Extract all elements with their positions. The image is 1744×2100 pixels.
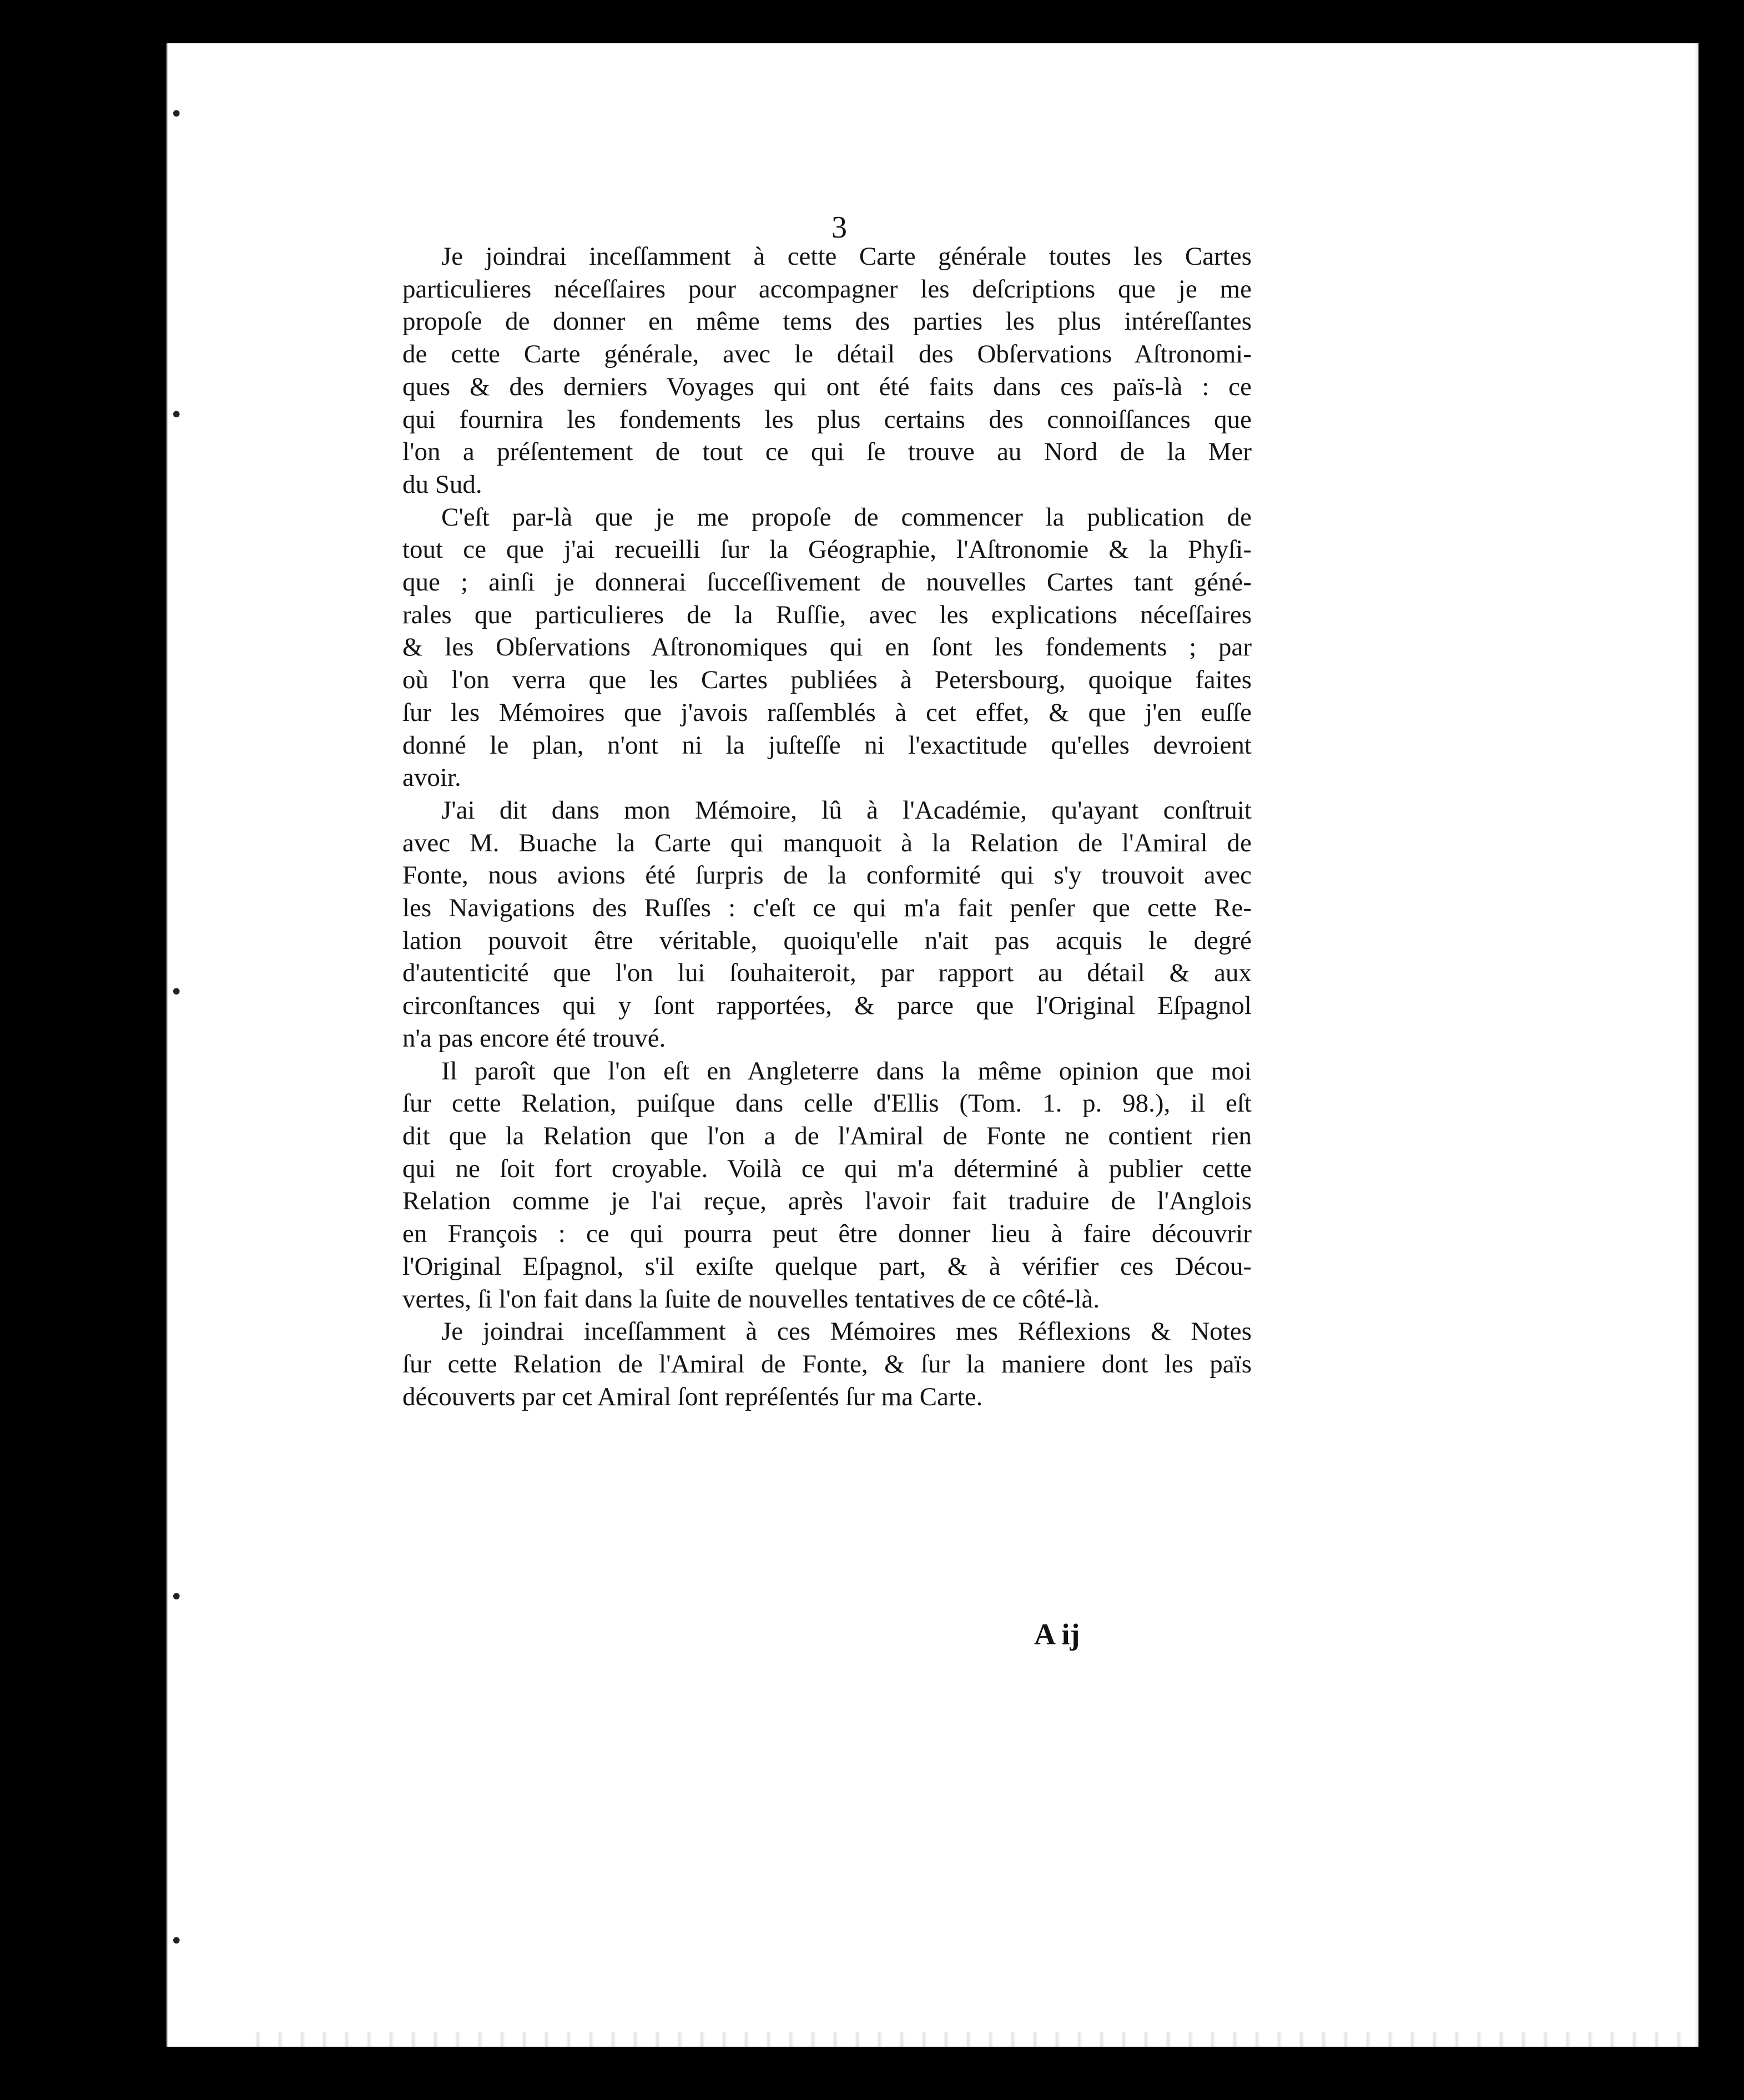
paragraph: [402, 794, 1252, 1055]
body-text: [402, 240, 1252, 1413]
text-line: avoir.: [402, 763, 461, 792]
paragraph: [402, 1315, 1252, 1413]
binding-mark: •: [170, 102, 183, 127]
text-line: qui ne ſoit fort croyable. Voilà ce qui m'a déterminé à publier cette: [402, 1154, 1252, 1183]
text-line: d'autenticité que l'on lui ſouhaiteroit, par rapport au détail & aux: [402, 958, 1252, 988]
text-line: lation pouvoit être véritable, quoiqu'elle n'ait pas acquis le degré: [402, 926, 1252, 955]
text-line: découverts par cet Amiral ſont repréſentés ſur ma Carte.: [402, 1382, 983, 1411]
text-line: propoſe de donner en même tems des parties les plus intéreſſantes: [402, 307, 1252, 336]
text-line: que ; ainſi je donnerai ſucceſſivement de nouvelles Cartes tant géné-: [402, 568, 1252, 597]
text-line: donné le plan, n'ont ni la juſteſſe ni l'exactitude qu'elles devroient: [402, 730, 1252, 760]
signature-mark: A ij: [1034, 1618, 1080, 1651]
text-line: vertes, ſi l'on fait dans la ſuite de nouvelles tentatives de ce côté-là.: [402, 1284, 1100, 1314]
text-line: rales que particulieres de la Ruſſie, avec les explications néceſſaires: [402, 600, 1252, 629]
text-line: où l'on verra que les Cartes publiées à Petersbourg, quoique faites: [402, 665, 1252, 695]
text-line: ques & des derniers Voyages qui ont été faits dans ces païs-là : ce: [402, 372, 1252, 401]
binding-mark: •: [170, 1584, 183, 1610]
document-page: [167, 43, 1698, 2047]
text-line: qui fournira les fondements les plus certains des connoiſſances que: [402, 405, 1252, 434]
page-right-edge: [1694, 43, 1698, 2047]
text-line: particulieres néceſſaires pour accompagner les deſcriptions que je me: [402, 274, 1252, 304]
paragraph: [402, 1055, 1252, 1316]
text-line: l'on a préſentement de tout ce qui ſe trouve au Nord de la Mer: [402, 437, 1252, 467]
paragraph: [402, 501, 1252, 794]
text-line: de cette Carte générale, avec le détail des Obſervations Aſtronomi-: [402, 340, 1252, 369]
page-number: 3: [831, 210, 847, 245]
text-line: Je joindrai inceſſamment à cette Carte générale toutes les Cartes: [441, 242, 1252, 271]
binding-mark: •: [170, 980, 183, 1005]
text-line: en François : ce qui pourra peut être donner lieu à faire découvrir: [402, 1219, 1252, 1249]
text-line: & les Obſervations Aſtronomiques qui en ſont les fondements ; par: [402, 633, 1252, 662]
text-line: ſur cette Relation, puiſque dans celle d'Ellis (Tom. 1. p. 98.), il eſt: [402, 1089, 1252, 1118]
binding-mark: •: [170, 1929, 183, 1954]
text-line: Relation comme je l'ai reçue, après l'avoir fait traduire de l'Anglois: [402, 1187, 1252, 1216]
paragraph: [402, 240, 1252, 501]
text-line: ſur cette Relation de l'Amiral de Fonte, & ſur la maniere dont les païs: [402, 1349, 1252, 1379]
page-bottom-edge: [239, 2032, 1682, 2047]
text-line: du Sud.: [402, 470, 482, 499]
text-line: avec M. Buache la Carte qui manquoit à la Relation de l'Amiral de: [402, 828, 1252, 857]
text-line: C'eſt par-là que je me propoſe de commencer la publication de: [441, 502, 1252, 532]
text-line: circonſtances qui y ſont rapportées, & parce que l'Original Eſpagnol: [402, 991, 1252, 1021]
text-line: l'Original Eſpagnol, s'il exiſte quelque part, & à vérifier ces Décou-: [402, 1251, 1252, 1281]
binding-mark: •: [170, 402, 183, 428]
text-line: n'a pas encore été trouvé.: [402, 1023, 666, 1053]
text-line: J'ai dit dans mon Mémoire, lû à l'Académie, qu'ayant conſtruit: [441, 795, 1252, 825]
text-line: les Navigations des Ruſſes : c'eſt ce qui m'a fait penſer que cette Re-: [402, 893, 1252, 923]
text-line: Fonte, nous avions été ſurpris de la conformité qui s'y trouvoit avec: [402, 861, 1252, 890]
text-line: Je joindrai inceſſamment à ces Mémoires mes Réflexions & Notes: [441, 1317, 1252, 1346]
page-left-edge: [167, 43, 168, 2047]
text-line: tout ce que j'ai recueilli ſur la Géographie, l'Aſtronomie & la Phyſi-: [402, 535, 1252, 564]
text-line: Il paroît que l'on eſt en Angleterre dans la même opinion que moi: [441, 1056, 1252, 1086]
text-line: dit que la Relation que l'on a de l'Amiral de Fonte ne contient rien: [402, 1121, 1252, 1150]
text-line: ſur les Mémoires que j'avois raſſemblés à cet effet, & que j'en euſſe: [402, 698, 1252, 727]
